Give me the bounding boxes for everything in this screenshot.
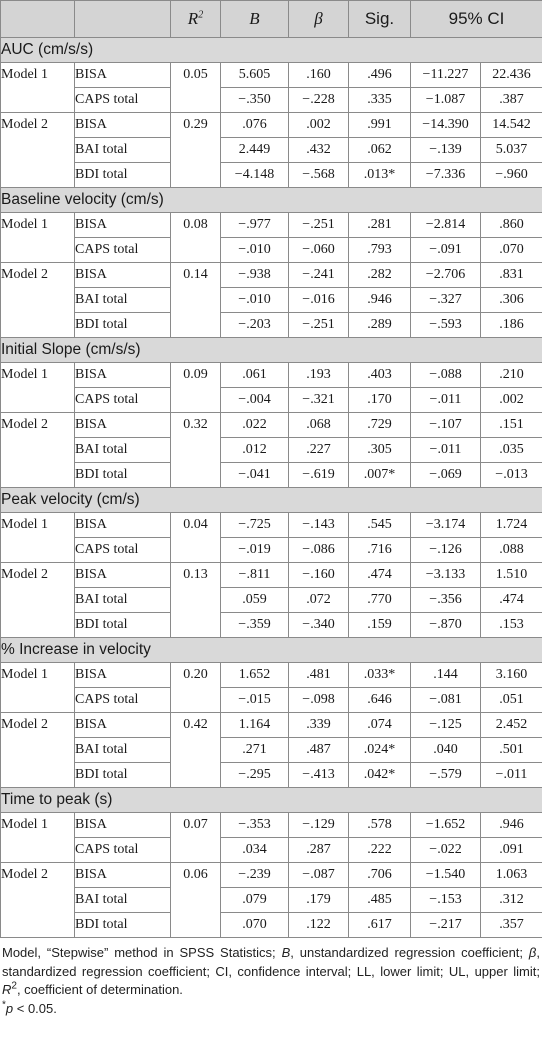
cell-model: Model 2	[1, 863, 75, 938]
cell-b: .070	[221, 913, 289, 938]
header-empty-predictor	[75, 1, 171, 38]
cell-ci-upper: 22.436	[481, 63, 542, 88]
cell-ci-upper: −.013	[481, 463, 542, 488]
cell-b: −.938	[221, 263, 289, 288]
cell-model: Model 2	[1, 263, 75, 338]
cell-ci-upper: .051	[481, 688, 542, 713]
cell-ci-lower: −.011	[411, 388, 481, 413]
cell-ci-lower: −.088	[411, 363, 481, 388]
cell-beta: .072	[289, 588, 349, 613]
cell-ci-lower: −.011	[411, 438, 481, 463]
cell-ci-upper: .831	[481, 263, 542, 288]
cell-ci-lower: −.593	[411, 313, 481, 338]
cell-sig: .281	[349, 213, 411, 238]
cell-ci-lower: −.579	[411, 763, 481, 788]
section-header-row	[1, 38, 542, 63]
table-row	[1, 413, 542, 438]
cell-beta: .122	[289, 913, 349, 938]
table-row	[1, 63, 542, 88]
cell-b: .079	[221, 888, 289, 913]
table-row	[1, 238, 542, 263]
cell-r2: 0.42	[171, 713, 221, 788]
cell-sig: .024*	[349, 738, 411, 763]
cell-model: Model 1	[1, 363, 75, 413]
cell-predictor: CAPS total	[75, 238, 171, 263]
cell-ci-upper: .088	[481, 538, 542, 563]
cell-ci-lower: −7.336	[411, 163, 481, 188]
cell-beta: −.160	[289, 563, 349, 588]
cell-ci-lower: −2.814	[411, 213, 481, 238]
cell-beta: −.087	[289, 863, 349, 888]
footnote-abbreviations: Model, “Stepwise” method in SPSS Statistics; B, unstandardized regression coefficient; β, standardized regression coefficient; CI, confidence interval; LL, lower limit; UL, upper limit; $R^2$, coefficient of determination.	[2, 945, 540, 997]
cell-ci-lower: −.022	[411, 838, 481, 863]
cell-sig: .729	[349, 413, 411, 438]
cell-beta: −.568	[289, 163, 349, 188]
cell-r2: 0.04	[171, 513, 221, 563]
cell-model: Model 1	[1, 513, 75, 563]
cell-sig: .033*	[349, 663, 411, 688]
cell-sig: .716	[349, 538, 411, 563]
cell-predictor: BISA	[75, 63, 171, 88]
cell-b: −4.148	[221, 163, 289, 188]
cell-b: 1.652	[221, 663, 289, 688]
cell-sig: .170	[349, 388, 411, 413]
cell-predictor: BDI total	[75, 763, 171, 788]
table-row	[1, 913, 542, 938]
cell-beta: −.321	[289, 388, 349, 413]
cell-ci-upper: −.960	[481, 163, 542, 188]
table-row	[1, 563, 542, 588]
cell-r2: 0.06	[171, 863, 221, 938]
cell-r2: 0.05	[171, 63, 221, 113]
table-row	[1, 538, 542, 563]
cell-ci-upper: 14.542	[481, 113, 542, 138]
cell-r2: 0.08	[171, 213, 221, 263]
cell-beta: .179	[289, 888, 349, 913]
section-header-row	[1, 638, 542, 663]
cell-ci-upper: .946	[481, 813, 542, 838]
table-row	[1, 88, 542, 113]
table-row	[1, 513, 542, 538]
cell-sig: .991	[349, 113, 411, 138]
cell-b: .022	[221, 413, 289, 438]
cell-beta: .339	[289, 713, 349, 738]
cell-model: Model 2	[1, 563, 75, 638]
table-row	[1, 288, 542, 313]
cell-b: −.350	[221, 88, 289, 113]
table-row	[1, 738, 542, 763]
cell-model: Model 1	[1, 63, 75, 113]
cell-ci-lower: −.125	[411, 713, 481, 738]
cell-beta: .487	[289, 738, 349, 763]
table-header	[1, 1, 542, 38]
cell-ci-lower: −.069	[411, 463, 481, 488]
cell-b: .076	[221, 113, 289, 138]
cell-sig: .335	[349, 88, 411, 113]
cell-predictor: BAI total	[75, 438, 171, 463]
cell-sig: .305	[349, 438, 411, 463]
table-row	[1, 688, 542, 713]
cell-beta: .193	[289, 363, 349, 388]
cell-predictor: BDI total	[75, 613, 171, 638]
cell-b: .271	[221, 738, 289, 763]
cell-beta: −.143	[289, 513, 349, 538]
cell-predictor: BISA	[75, 513, 171, 538]
header-empty-model	[1, 1, 75, 38]
cell-ci-upper: .387	[481, 88, 542, 113]
cell-ci-lower: −.081	[411, 688, 481, 713]
cell-ci-upper: 1.510	[481, 563, 542, 588]
cell-predictor: BAI total	[75, 738, 171, 763]
cell-predictor: CAPS total	[75, 688, 171, 713]
cell-predictor: BAI total	[75, 288, 171, 313]
cell-b: −.239	[221, 863, 289, 888]
cell-ci-upper: .186	[481, 313, 542, 338]
cell-b: −.353	[221, 813, 289, 838]
cell-predictor: BISA	[75, 363, 171, 388]
cell-ci-upper: 5.037	[481, 138, 542, 163]
cell-b: −.295	[221, 763, 289, 788]
cell-beta: −.340	[289, 613, 349, 638]
cell-beta: −.251	[289, 313, 349, 338]
table-row	[1, 838, 542, 863]
cell-beta: −.619	[289, 463, 349, 488]
table-row	[1, 813, 542, 838]
cell-predictor: BISA	[75, 113, 171, 138]
cell-predictor: BAI total	[75, 138, 171, 163]
cell-predictor: BISA	[75, 663, 171, 688]
cell-ci-upper: .151	[481, 413, 542, 438]
cell-ci-upper: .035	[481, 438, 542, 463]
table-row	[1, 138, 542, 163]
cell-sig: .013*	[349, 163, 411, 188]
cell-sig: .222	[349, 838, 411, 863]
section-title: % Increase in velocity	[1, 638, 542, 663]
cell-beta: −.251	[289, 213, 349, 238]
cell-b: .061	[221, 363, 289, 388]
cell-b: −.015	[221, 688, 289, 713]
table-row	[1, 313, 542, 338]
cell-b: .034	[221, 838, 289, 863]
cell-ci-lower: −1.652	[411, 813, 481, 838]
cell-ci-lower: −.327	[411, 288, 481, 313]
cell-sig: .706	[349, 863, 411, 888]
footnote-significance: *p < 0.05.	[2, 999, 57, 1016]
cell-ci-lower: −11.227	[411, 63, 481, 88]
cell-beta: −.241	[289, 263, 349, 288]
table-row	[1, 888, 542, 913]
cell-b: −.019	[221, 538, 289, 563]
cell-r2: 0.14	[171, 263, 221, 338]
header-ci: 95% CI	[411, 1, 542, 38]
cell-predictor: CAPS total	[75, 88, 171, 113]
cell-model: Model 2	[1, 113, 75, 188]
cell-ci-upper: .091	[481, 838, 542, 863]
cell-beta: .481	[289, 663, 349, 688]
cell-ci-upper: .306	[481, 288, 542, 313]
section-title: AUC (cm/s/s)	[1, 38, 542, 63]
cell-sig: .474	[349, 563, 411, 588]
cell-predictor: BISA	[75, 213, 171, 238]
cell-sig: .403	[349, 363, 411, 388]
cell-ci-lower: −3.174	[411, 513, 481, 538]
cell-sig: .007*	[349, 463, 411, 488]
cell-predictor: BISA	[75, 413, 171, 438]
table-footnote	[0, 938, 542, 1018]
cell-b: −.010	[221, 238, 289, 263]
cell-beta: −.129	[289, 813, 349, 838]
cell-predictor: CAPS total	[75, 538, 171, 563]
section-header-row	[1, 488, 542, 513]
cell-ci-lower: .144	[411, 663, 481, 688]
cell-ci-upper: .501	[481, 738, 542, 763]
cell-predictor: BISA	[75, 813, 171, 838]
cell-beta: .287	[289, 838, 349, 863]
cell-ci-lower: −.107	[411, 413, 481, 438]
cell-ci-upper: .860	[481, 213, 542, 238]
cell-ci-lower: −.153	[411, 888, 481, 913]
cell-ci-upper: .070	[481, 238, 542, 263]
cell-b: −.725	[221, 513, 289, 538]
section-header-row	[1, 188, 542, 213]
table-row	[1, 213, 542, 238]
table-row	[1, 613, 542, 638]
cell-ci-lower: −2.706	[411, 263, 481, 288]
cell-b: 1.164	[221, 713, 289, 738]
cell-ci-upper: .002	[481, 388, 542, 413]
table-row	[1, 863, 542, 888]
cell-model: Model 2	[1, 713, 75, 788]
cell-predictor: BAI total	[75, 588, 171, 613]
cell-b: −.203	[221, 313, 289, 338]
section-title: Time to peak (s)	[1, 788, 542, 813]
cell-ci-upper: 3.160	[481, 663, 542, 688]
section-title: Peak velocity (cm/s)	[1, 488, 542, 513]
table-row	[1, 713, 542, 738]
header-b: B	[221, 1, 289, 38]
cell-b: 5.605	[221, 63, 289, 88]
cell-r2: 0.29	[171, 113, 221, 188]
cell-ci-upper: −.011	[481, 763, 542, 788]
cell-ci-upper: 2.452	[481, 713, 542, 738]
cell-ci-lower: .040	[411, 738, 481, 763]
cell-ci-upper: .357	[481, 913, 542, 938]
table-body	[1, 38, 542, 938]
cell-model: Model 2	[1, 413, 75, 488]
cell-predictor: BISA	[75, 863, 171, 888]
cell-r2: 0.09	[171, 363, 221, 413]
table-row	[1, 263, 542, 288]
cell-beta: −.016	[289, 288, 349, 313]
cell-b: −.977	[221, 213, 289, 238]
table-row	[1, 463, 542, 488]
section-header-row	[1, 788, 542, 813]
cell-beta: −.228	[289, 88, 349, 113]
cell-ci-upper: 1.724	[481, 513, 542, 538]
table-row	[1, 113, 542, 138]
cell-ci-lower: −.870	[411, 613, 481, 638]
cell-r2: 0.32	[171, 413, 221, 488]
cell-r2: 0.13	[171, 563, 221, 638]
cell-beta: .432	[289, 138, 349, 163]
cell-predictor: CAPS total	[75, 838, 171, 863]
cell-sig: .770	[349, 588, 411, 613]
cell-b: 2.449	[221, 138, 289, 163]
cell-beta: .002	[289, 113, 349, 138]
section-header-row	[1, 338, 542, 363]
cell-b: −.359	[221, 613, 289, 638]
cell-model: Model 1	[1, 213, 75, 263]
cell-ci-lower: −.356	[411, 588, 481, 613]
cell-sig: .042*	[349, 763, 411, 788]
cell-beta: −.086	[289, 538, 349, 563]
cell-sig: .289	[349, 313, 411, 338]
cell-b: −.004	[221, 388, 289, 413]
cell-ci-lower: −.217	[411, 913, 481, 938]
cell-predictor: BISA	[75, 563, 171, 588]
cell-ci-lower: −.126	[411, 538, 481, 563]
cell-b: −.010	[221, 288, 289, 313]
cell-b: .012	[221, 438, 289, 463]
cell-ci-upper: .474	[481, 588, 542, 613]
cell-ci-lower: −1.087	[411, 88, 481, 113]
cell-predictor: CAPS total	[75, 388, 171, 413]
header-beta: β	[289, 1, 349, 38]
cell-predictor: BDI total	[75, 913, 171, 938]
cell-ci-upper: .153	[481, 613, 542, 638]
cell-beta: −.098	[289, 688, 349, 713]
table-row	[1, 388, 542, 413]
cell-sig: .578	[349, 813, 411, 838]
cell-predictor: BDI total	[75, 313, 171, 338]
cell-sig: .074	[349, 713, 411, 738]
cell-ci-lower: −14.390	[411, 113, 481, 138]
table-row	[1, 663, 542, 688]
cell-sig: .282	[349, 263, 411, 288]
header-row	[1, 1, 542, 38]
cell-ci-lower: −3.133	[411, 563, 481, 588]
cell-sig: .062	[349, 138, 411, 163]
cell-r2: 0.20	[171, 663, 221, 713]
cell-model: Model 1	[1, 663, 75, 713]
cell-sig: .496	[349, 63, 411, 88]
cell-ci-lower: −1.540	[411, 863, 481, 888]
section-title: Baseline velocity (cm/s)	[1, 188, 542, 213]
cell-beta: .227	[289, 438, 349, 463]
cell-predictor: BISA	[75, 713, 171, 738]
cell-sig: .617	[349, 913, 411, 938]
cell-beta: .068	[289, 413, 349, 438]
header-sig: Sig.	[349, 1, 411, 38]
cell-ci-upper: .210	[481, 363, 542, 388]
table-row	[1, 163, 542, 188]
cell-b: −.041	[221, 463, 289, 488]
table-row	[1, 363, 542, 388]
cell-sig: .159	[349, 613, 411, 638]
cell-predictor: BDI total	[75, 463, 171, 488]
cell-sig: .646	[349, 688, 411, 713]
cell-predictor: BAI total	[75, 888, 171, 913]
cell-sig: .545	[349, 513, 411, 538]
section-title: Initial Slope (cm/s/s)	[1, 338, 542, 363]
cell-sig: .485	[349, 888, 411, 913]
table-row	[1, 438, 542, 463]
cell-model: Model 1	[1, 813, 75, 863]
header-r2: $R^2$	[171, 1, 221, 38]
cell-r2: 0.07	[171, 813, 221, 863]
cell-sig: .946	[349, 288, 411, 313]
cell-predictor: BDI total	[75, 163, 171, 188]
cell-ci-upper: 1.063	[481, 863, 542, 888]
table-row	[1, 588, 542, 613]
cell-beta: −.413	[289, 763, 349, 788]
cell-sig: .793	[349, 238, 411, 263]
cell-beta: .160	[289, 63, 349, 88]
cell-ci-lower: −.139	[411, 138, 481, 163]
cell-beta: −.060	[289, 238, 349, 263]
cell-ci-lower: −.091	[411, 238, 481, 263]
table-row	[1, 763, 542, 788]
cell-b: .059	[221, 588, 289, 613]
cell-predictor: BISA	[75, 263, 171, 288]
cell-ci-upper: .312	[481, 888, 542, 913]
cell-b: −.811	[221, 563, 289, 588]
